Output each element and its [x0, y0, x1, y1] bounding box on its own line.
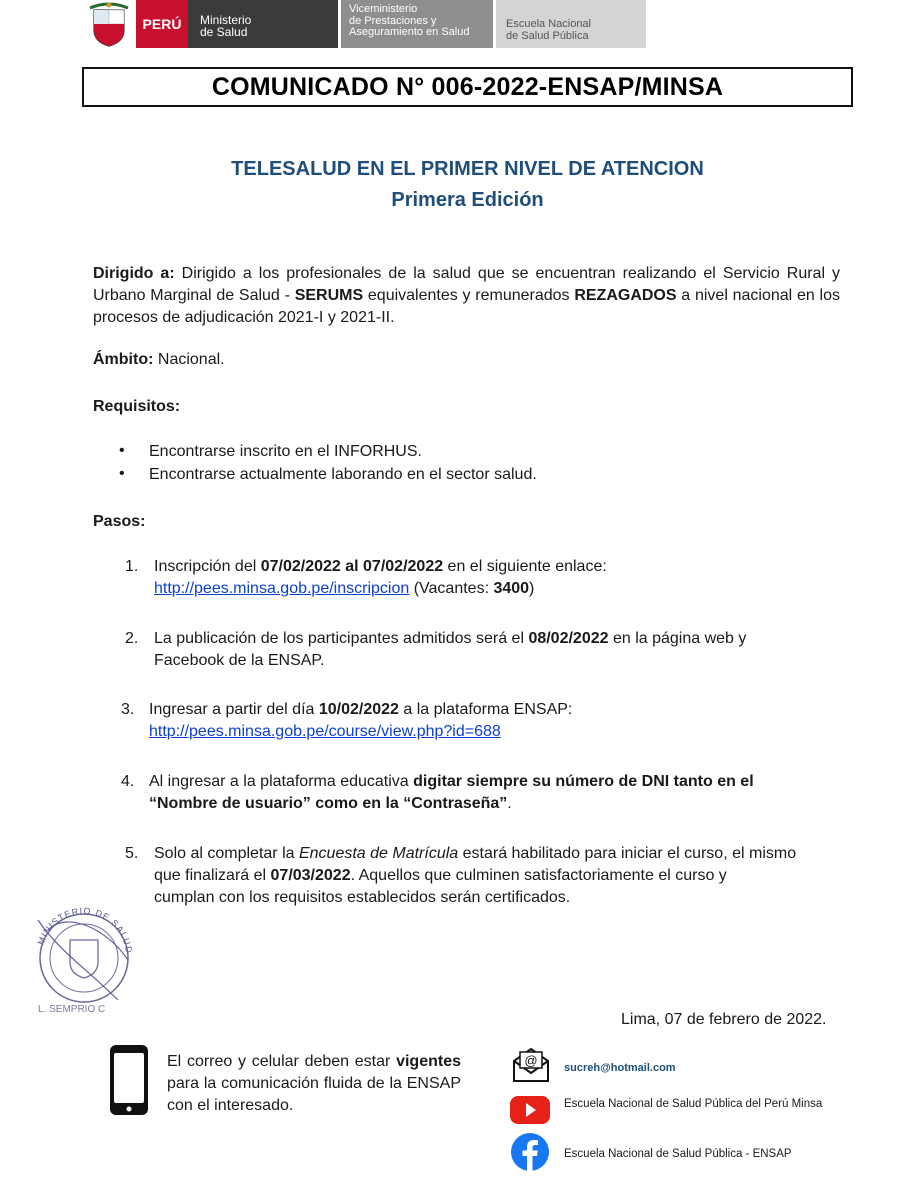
step-1-text: Inscripción del 07/02/2022 al 07/02/2022 en el siguiente enlace: http://pees.minsa.gob.pe/inscripcion (Vacantes: 3400): [154, 558, 607, 597]
course-edition: Primera Edición: [391, 189, 544, 211]
dirigido-paragraph: Dirigido a: Dirigido a los profesionales de la salud que se encuentran realizando el Servicio Rural y Urbano Marginal de Salud - SERUMS equivalentes y remunerados REZAGADOS a nivel nacional en los procesos de adjudicación 2021-I y 2021-II.: [93, 265, 841, 326]
viceministry-label: Viceministerio de Prestaciones y Aseguramiento en Salud: [341, 0, 493, 48]
dirigido-label: Dirigido a:: [93, 265, 175, 282]
email-icon: [511, 1046, 551, 1089]
requisito-item: Encontrarse actualmente laborando en el sector salud.: [149, 466, 537, 483]
official-stamp: [28, 900, 138, 1018]
bullet-icon: •: [119, 442, 125, 459]
svg-text:@: @: [524, 1053, 538, 1068]
requisito-item: Encontrarse inscrito en el INFORHUS.: [149, 443, 422, 460]
ambito-label: Ámbito:: [93, 351, 154, 368]
facebook-icon[interactable]: [509, 1132, 551, 1177]
youtube-icon[interactable]: [509, 1094, 551, 1131]
step-number: 4.: [121, 773, 135, 790]
phone-icon: [108, 1043, 150, 1122]
contact-note: El correo y celular deben estar vigentes para la comunicación fluida de la ENSAP con el interesado.: [167, 1053, 461, 1114]
stamp-bottom-text: L. SEMPRIO C: [38, 1004, 106, 1015]
facebook-link[interactable]: Escuela Nacional de Salud Pública - ENSAP: [564, 1148, 792, 1160]
svg-text:MINISTERIO DE SALUD: [36, 906, 134, 954]
inscripcion-link[interactable]: http://pees.minsa.gob.pe/inscripcion: [154, 580, 410, 597]
step-number: 2.: [125, 630, 139, 647]
bullet-icon: •: [119, 465, 125, 482]
step-3-text: Ingresar a partir del día 10/02/2022 a la plataforma ENSAP: http://pees.minsa.gob.pe/course/view.php?id=688: [149, 701, 573, 740]
school-label: Escuela Nacional de Salud Pública: [496, 0, 646, 48]
country-label: PERÚ: [136, 0, 188, 48]
date-line: Lima, 07 de febrero de 2022.: [621, 1011, 827, 1028]
course-title: TELESALUD EN EL PRIMER NIVEL DE ATENCION: [231, 158, 704, 180]
youtube-link[interactable]: Escuela Nacional de Salud Pública del Perú Minsa: [564, 1098, 823, 1110]
step-number: 3.: [121, 701, 135, 718]
header-banner: [86, 0, 646, 50]
ministry-label: Ministerio de Salud: [188, 0, 338, 48]
step-5-text: Solo al completar la Encuesta de Matrícula estará habilitado para iniciar el curso, el mismo que finalizará el 07/03/2022. Aquellos que culminen satisfactoriamente el curso y cumplan con los requisitos establecidos serán certificados.: [154, 845, 797, 906]
course-link[interactable]: http://pees.minsa.gob.pe/course/view.php?id=688: [149, 723, 501, 740]
national-shield-icon: [86, 0, 132, 48]
ambito-line: [93, 349, 225, 371]
requisitos-label: Requisitos:: [93, 398, 181, 415]
email-link[interactable]: sucreh@hotmail.com: [564, 1062, 676, 1074]
stamp-top-text: MINISTERIO DE SALUD: [35, 905, 135, 955]
step-number: 1.: [125, 558, 139, 575]
pasos-label: Pasos:: [93, 513, 146, 530]
step-4-text: Al ingresar a la plataforma educativa digitar siempre su número de DNI tanto en el “Nombre de usuario” como en la “Contraseña”.: [149, 773, 754, 812]
step-2-text: La publicación de los participantes admitidos será el 08/02/2022 en la página web y Facebook de la ENSAP.: [154, 630, 747, 669]
ambito-value: Nacional.: [153, 351, 225, 368]
step-number: 5.: [125, 845, 139, 862]
document-title: COMUNICADO N° 006-2022-ENSAP/MINSA: [82, 67, 853, 107]
